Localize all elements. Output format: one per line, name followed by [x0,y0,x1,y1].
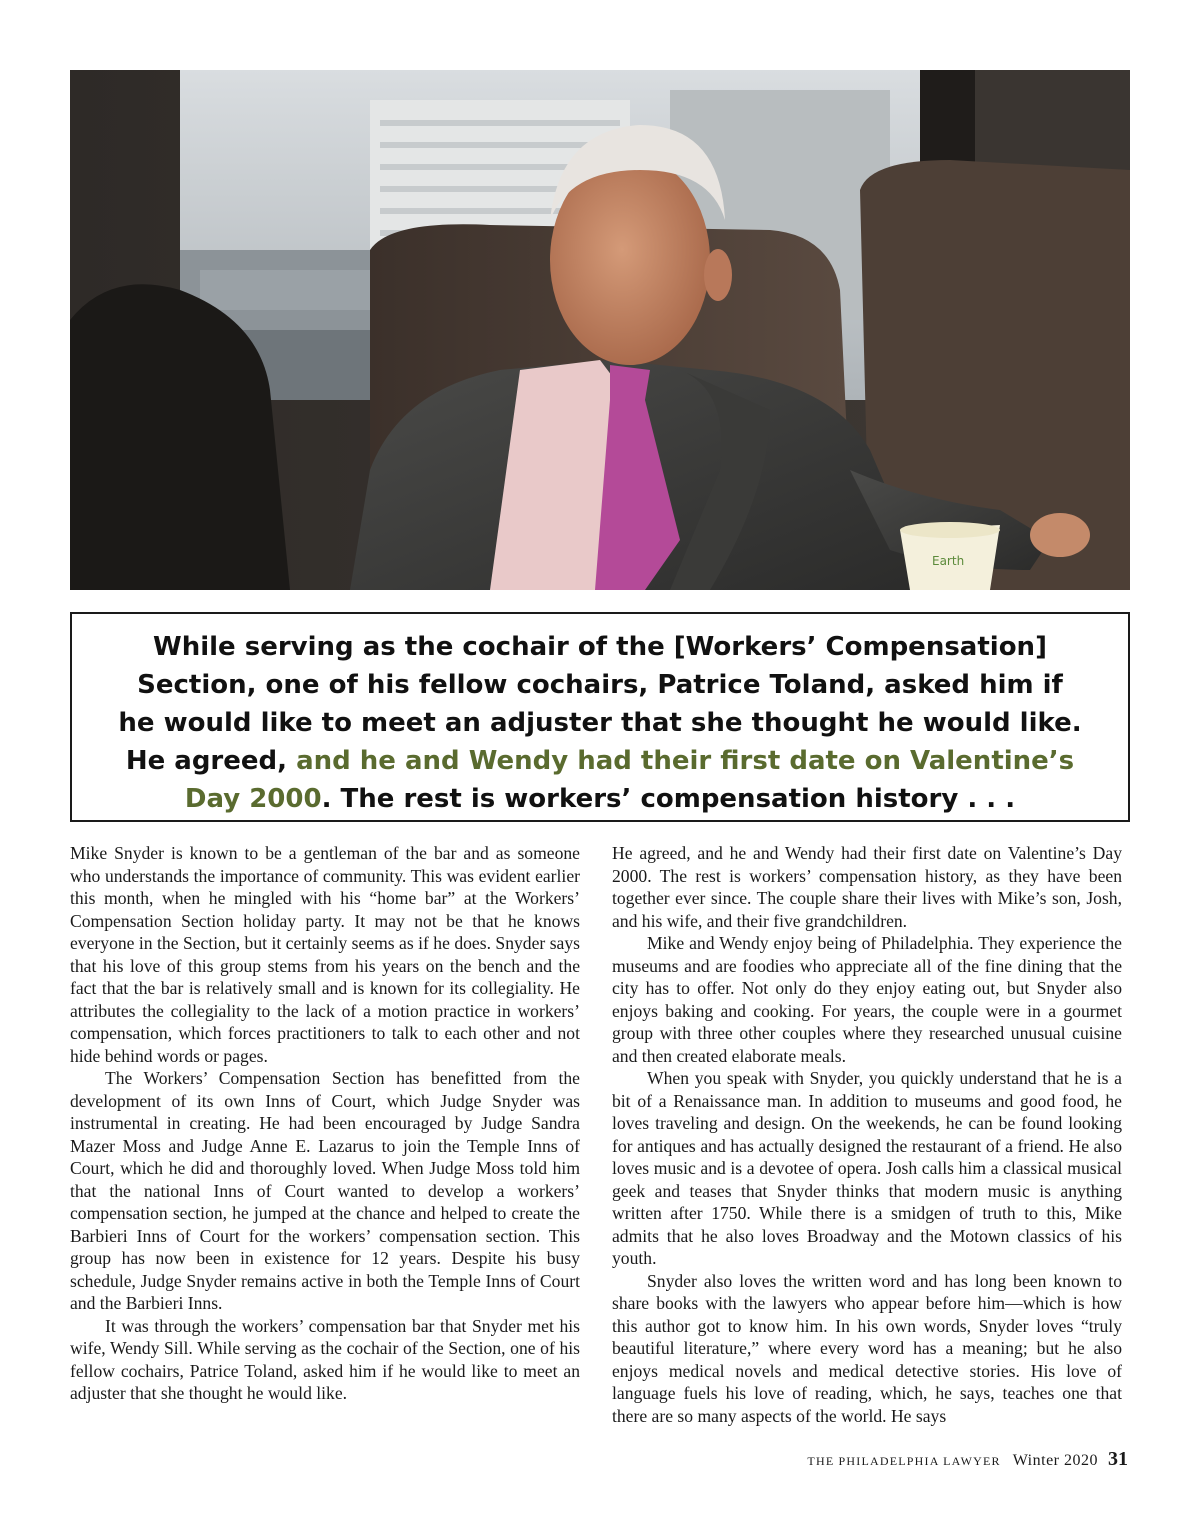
article-paragraph: It was through the workers’ compensation bar that Snyder met his wife, Wendy Sill. While serving as the cochair of the Section, one of his fellow cochairs, Patrice Toland, asked him if he would like to meet an adjuster that she thought he would like. [70,1315,580,1403]
pull-quote-line-1: While serving as the cochair of the [Workers’ Compensation] [153,632,1047,662]
pull-quote-ending: . The rest is workers’ compensation history . . . [321,784,1016,814]
cup-label: Earth [932,554,965,568]
publication-name: THE PHILADELPHIA LAWYER [807,1454,1001,1468]
article-column-left [70,842,580,1405]
pull-quote-line-4 [102,742,1098,780]
article-paragraph: The Workers’ Compensation Section has benefitted from the development of its own Inns of Court, which Judge Snyder was instrumental in creating. He had been encouraged by Judge Sandra Mazer Moss and Judge Anne E. Lazarus to join the Temple Inns of Court, which he did and thoroughly loved. When Judge Moss told him that the national Inns of Court wanted to develop a workers’ compensation section, he jumped at the chance and helped to create the Barbieri Inns of Court for the workers’ compensation section. This group has now been in existence for 12 years. Despite his busy schedule, Judge Snyder remains active in both the Temple Inns of Court and the Barbieri Inns. [70,1068,580,1313]
photo-illustration [70,70,1130,590]
pull-quote-line-3: he would like to meet an adjuster that she thought he would like. [118,708,1082,738]
pull-quote-line-2: Section, one of his fellow cochairs, Patrice Toland, asked him if [137,670,1063,700]
page-footer [807,1448,1128,1471]
pull-quote [70,612,1130,822]
article-paragraph: Snyder also loves the written word and has long been known to share books with the lawyers who appear before him—which is how this author got to know him. In his own words, Snyder loves “truly beautiful literature,” where every word has a meaning; but he also enjoys medical novels and medical detective stories. His love of language fuels his love of reading, which, he says, teaches one that there are so many aspects of the world. He says [612,1270,1122,1426]
pull-quote-lead: He agreed, [125,746,297,776]
article-column-right [612,842,1122,1427]
issue-date: Winter 2020 [1012,1452,1098,1469]
article-paragraph: Mike and Wendy enjoy being of Philadelphia. They experience the museums and are foodies who appreciate all of the fine dining that the city has to offer. Not only do they enjoy eating out, but Snyder also enjoys baking and cooking. For years, the couple were in a gourmet group with three other couples where they researched unusual cuisine and then created elaborate meals. [612,933,1122,1066]
article-photo [70,70,1130,590]
page-number: 31 [1108,1448,1128,1470]
pull-quote-highlight-2: Day 2000 [184,784,322,814]
article-paragraph: Mike Snyder is known to be a gentleman of the bar and as someone who understands the importance of community. This was evident earlier this month, when he mingled with his “home bar” at the Workers’ Compensation Section holiday party. It may not be that he knows everyone in the Section, but it certainly seems as if he does. Snyder says that his love of this group stems from his years on the bench and the fact that the bar is relatively small and is known for its collegiality. He attributes the collegiality to the lack of a motion practice in workers’ compensation, which forces practitioners to talk to each other and not hide behind words or pages. [70,843,580,1066]
article-paragraph: When you speak with Snyder, you quickly understand that he is a bit of a Renaissance man. In addition to museums and good food, he loves traveling and design. On the weekends, he can be found looking for antiques and has actually designed the restaurant of a friend. He also loves music and is a devotee of opera. Josh calls him a classical musical geek and teases that Snyder thinks that modern music is anything written after 1750. While there is a smidgen of truth to this, Mike admits that he also loves Broadway and the Motown classics of his youth. [612,1068,1122,1268]
pull-quote-highlight-1: and he and Wendy had their first date on Valentine’s [296,746,1075,776]
article-paragraph: He agreed, and he and Wendy had their first date on Valentine’s Day 2000. The rest is workers’ compensation history, as they have been together ever since. The couple share their lives with Mike’s son, Josh, and his wife, and their five grandchildren. [612,843,1122,931]
pull-quote-line-5 [102,780,1098,818]
